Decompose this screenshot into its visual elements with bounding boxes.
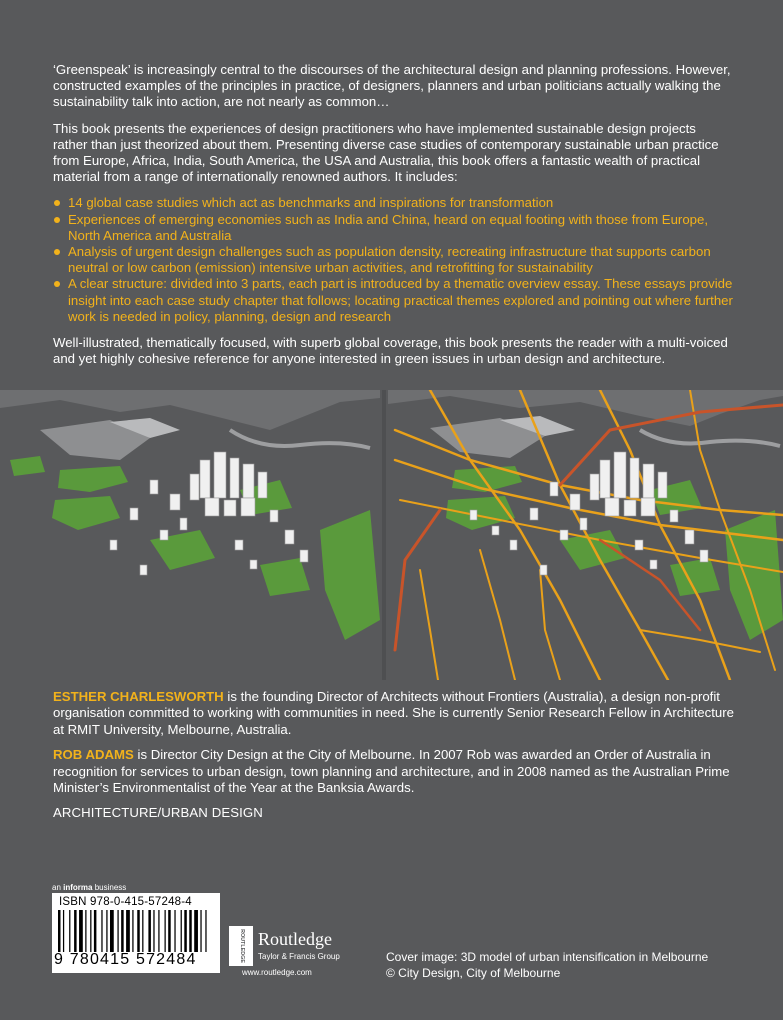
list-item: Experiences of emerging economies such as India and China, heard on equal footing with those from Europe, North America and Australia: [53, 212, 733, 244]
routledge-logo-text: ROUTLEDGE: [239, 929, 245, 963]
cover-image-3d-models: [0, 390, 783, 680]
barcode-bar: [90, 910, 91, 952]
city-model-illustration: [0, 390, 783, 680]
isbn-label: ISBN 978-0-415-57248-4: [59, 896, 192, 908]
author-name-1: ESTHER CHARLESWORTH: [53, 689, 224, 704]
barcode-bar: [106, 910, 107, 952]
map-panel-right: [388, 390, 783, 680]
feature-list: [53, 195, 733, 325]
barcode-bar: [126, 910, 130, 952]
barcode-icon: [58, 910, 214, 952]
blurb-intro: ‘Greenspeak’ is increasingly central to the discourses of the architectural design and planning professions. However, constructed examples of the principles in practice, of designers, planners and urban politicians actually walking the sustainability talk into action, are not nearly as common…: [53, 62, 731, 110]
barcode-bar: [168, 910, 171, 952]
informa-tag-suffix: business: [92, 883, 127, 892]
barcode-bar: [194, 910, 198, 952]
barcode-bar: [158, 910, 159, 952]
author-bio-text-1: is the founding Director of Architects without Frontiers (Australia), a design non-profit organisation committed to working with communities in need. She is currently Senior Research Fellow in Architecture at RMIT University, Melbourne, Australia.: [53, 689, 734, 737]
list-item: 14 global case studies which act as benchmarks and inspirations for transformation: [53, 195, 733, 211]
author-bio-2: [53, 747, 743, 796]
barcode-bar: [165, 910, 166, 952]
barcode-bar: [184, 910, 187, 952]
back-cover-blurb: [53, 62, 733, 377]
blurb-description: This book presents the experiences of design practitioners who have implemented sustainable design projects rather than just theorized about them. Presenting diverse case studies of contemporary sustainable urban practice from Europe, Africa, India, South America, the USA and Australia, this book offers a fantastic wealth of practical material from a range of internationally renowned authors. It includes:: [53, 120, 719, 185]
author-bios: [53, 689, 743, 831]
list-item: A clear structure: divided into 3 parts, each part is introduced by a thematic overview essay. These essays provide insight into each case study chapter that follows; locating practical themes explored and pointing out where further work is needed in policy, planning, design and research: [53, 276, 733, 325]
cover-image-credit: Cover image: 3D model of urban intensification in Melbourne © City Design, City of Melbourne: [386, 950, 709, 980]
barcode-bar: [101, 910, 102, 952]
author-bio-text-2: is Director City Design at the City of Melbourne. In 2007 Rob was awarded an Order of Australia in recognition for services to urban design, town planning and architecture, and in 2008 named as the Australian Prime Minister’s Environmentalist of the Year at the Banksia Awards.: [53, 747, 730, 796]
barcode-bar: [94, 910, 97, 952]
barcode-bar: [205, 910, 206, 952]
barcode-digits: 9 780415 572484: [54, 951, 197, 968]
list-item: Analysis of urgent design challenges such as population density, recreating infrastructure that supports carbon neutral or low carbon (emission) intensive urban activities, and retrofitting for sustainability: [53, 244, 733, 276]
subject-category: ARCHITECTURE/URBAN DESIGN: [53, 805, 263, 821]
barcode-bar: [137, 910, 140, 952]
routledge-logo-icon: [229, 926, 253, 966]
barcode-bar: [148, 910, 151, 952]
informa-tag-prefix: an: [52, 883, 64, 892]
map-panel-left: [0, 390, 380, 680]
publisher-name: Routledge: [258, 929, 332, 949]
barcode-bar: [74, 910, 77, 952]
publisher-url: www.routledge.com: [242, 968, 312, 977]
barcode-bar: [153, 910, 154, 952]
publisher-group: Taylor & Francis Group: [258, 952, 340, 961]
barcode-bar: [79, 910, 83, 952]
barcode-bar: [110, 910, 114, 952]
informa-tag-brand: informa: [63, 883, 93, 892]
barcode-bar: [69, 910, 70, 952]
barcode-bar: [63, 910, 64, 952]
barcode-bar: [121, 910, 124, 952]
barcode-bar: [174, 910, 175, 952]
blurb-summary: Well-illustrated, thematically focused, with superb global coverage, this book presents the reader with a multi-voiced and yet highly cohesive reference for anyone interested in green issues in urban design and architecture.: [53, 335, 728, 367]
informa-business-tag: [52, 883, 126, 893]
barcode-bar: [132, 910, 133, 952]
author-name-2: ROB ADAMS: [53, 747, 134, 763]
barcode-bar: [181, 910, 182, 952]
barcode-bar: [142, 910, 143, 952]
barcode-bar: [189, 910, 192, 952]
barcode-bar: [200, 910, 201, 952]
isbn-barcode: [52, 893, 220, 973]
author-bio-1: [53, 689, 743, 738]
barcode-bar: [58, 910, 61, 952]
barcode-bar: [85, 910, 86, 952]
barcode-bar: [117, 910, 118, 952]
